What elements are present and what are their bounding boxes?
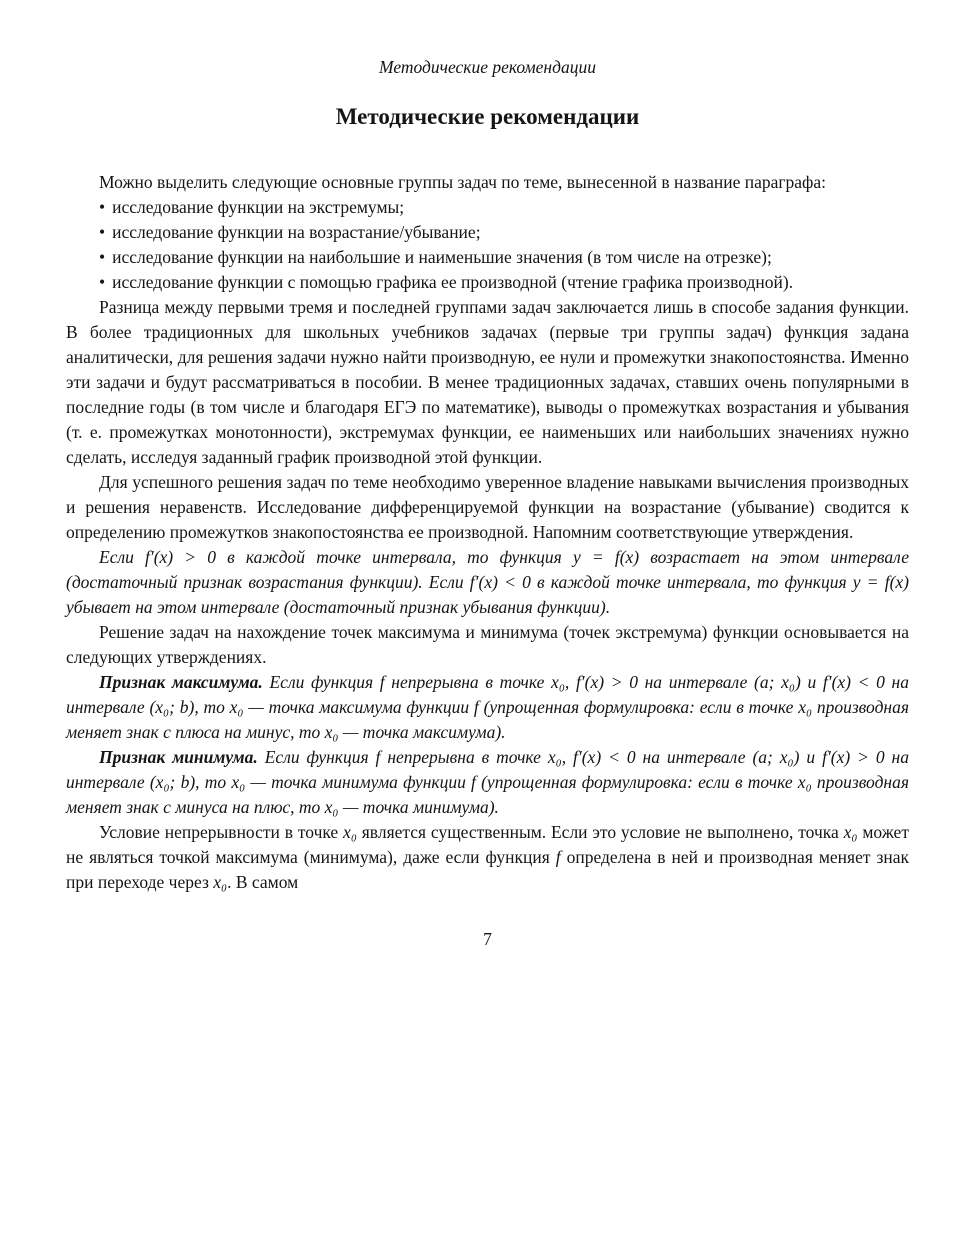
bullet-item-derivative-graph [66, 270, 909, 295]
paragraph-extremum-intro [66, 620, 909, 670]
bullet-icon: • [99, 197, 106, 217]
bullet-item-extremums [66, 195, 909, 220]
bullet-icon: • [99, 272, 106, 292]
paragraph-required-skills [66, 470, 909, 545]
bullet-text: исследование функции на экстремумы; [112, 197, 405, 217]
text-run: Если f′(x) > 0 в каждой точке интервала, то функция y = f(x) возрастает на этом интервале (достаточный признак возрастания функции). Если f′(x) < 0 в каждой точке интервала, то функция y = f(x) убывает на этом интервале (достаточный признак убывания функции). [66, 547, 909, 617]
text-run: f [555, 847, 561, 867]
text-run: Если функция f непрерывна в точке x₀, f′(x) < 0 на интервале (a; x₀) и f′(x) > 0 на интервале (x₀; b), то x₀ — точка минимума функции f (упрощенная формулировка: если в точке x₀ производная меняет знак с минуса на плюс, то x₀ — точка минимума). [66, 747, 909, 817]
text-run: x₀ [343, 822, 357, 842]
text-run: x₀ [843, 822, 858, 842]
intro-paragraph [66, 170, 909, 195]
paragraph-minimum-criterion [66, 745, 909, 820]
paragraph-monotonicity-statement [66, 545, 909, 620]
paragraph-maximum-criterion [66, 670, 909, 745]
bullet-text: исследование функции с помощью графика ее производной (чтение графика производной). [112, 272, 794, 292]
bullet-item-extreme-values [66, 245, 909, 270]
text-run: определена в ней и производная меняет знак при переходе через [66, 847, 910, 892]
paragraph-group-difference [66, 295, 909, 470]
text-run: Можно выделить следующие основные группы задач по теме, вынесенной в название параграфа: [99, 172, 827, 192]
page-body [66, 170, 909, 895]
text-run: Решение задач на нахождение точек максимума и минимума (точек экстремума) функции основывается на следующих утверждениях. [66, 622, 909, 667]
text-run: Условие непрерывности в точке [99, 822, 344, 842]
text-run: Признак максимума. [99, 672, 270, 692]
bullet-text: исследование функции на наибольшие и наименьшие значения (в том числе на отрезке); [112, 247, 772, 267]
text-run: x₀ [213, 872, 228, 892]
text-run: Если функция f непрерывна в точке x₀, f′(x) > 0 на интервале (a; x₀) и f′(x) < 0 на интервале (x₀; b), то x₀ — точка максимума функции f (упрощенная формулировка: если в точке x₀ производная меняет знак с плюса на минус, то x₀ — точка максимума). [66, 672, 909, 742]
paragraph-continuity-condition [66, 820, 909, 895]
text-run: Для успешного решения задач по теме необходимо уверенное владение навыками вычисления производных и решения неравенств. Исследование дифференцируемой функции на возрастание (убывание) сводится к определению промежутков знакопостоянства ее производной. Напомним соответствующие утверждения. [66, 472, 909, 542]
running-head: Методические рекомендации [379, 57, 596, 77]
bullet-text: исследование функции на возрастание/убывание; [112, 222, 481, 242]
page-number: 7 [483, 929, 492, 949]
bullet-item-monotonicity [66, 220, 909, 245]
page-title: Методические рекомендации [335, 104, 640, 129]
bullet-icon: • [99, 222, 106, 242]
text-run: . В самом [227, 872, 299, 892]
text-run: Разница между первыми тремя и последней группами задач заключается лишь в способе задания функции. В более традиционных для школьных учебников задачах (первые три группы задач) функция задана аналитически, для решения задачи нужно найти производную, ее нули и промежутки знакопостоянства. Именно эти задачи и будут рассматриваться в пособии. В менее традиционных задачах, ставших очень популярными в последние годы (в том числе и благодаря ЕГЭ по математике), выводы о промежутках возрастания и убывания (т. е. промежутках монотонности), экстремумах функции, ее наименьших или наибольших значениях нужно сделать, исследуя заданный график производной этой функции. [66, 297, 909, 467]
text-run: является существенным. Если это условие не выполнено, точка [356, 822, 844, 842]
text-run: Признак минимума. [99, 747, 265, 767]
bullet-icon: • [99, 247, 106, 267]
text-run: может не являться точкой максимума (минимума), даже если функция [66, 822, 909, 867]
